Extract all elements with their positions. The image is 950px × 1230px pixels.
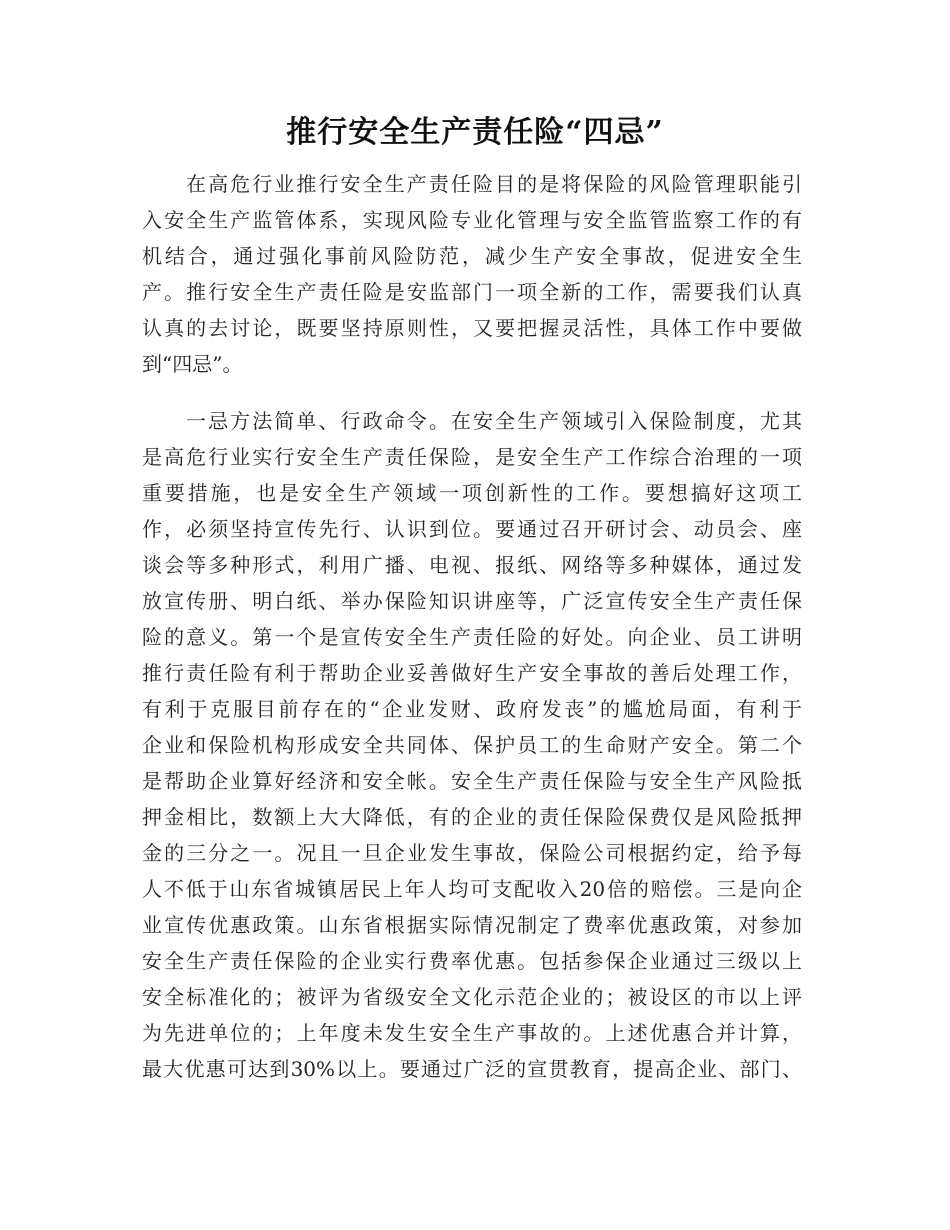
paragraph-2-line: 为先进单位的；上年度未发生安全生产事故的。上述优惠合并计算， [142,1021,802,1045]
paragraph-2-line: 金的三分之一。况且一旦企业发生事故，保险公司根据约定，给予每 [142,841,802,865]
paragraph-2-line: 一忌方法简单、行政命令。在安全生产领域引入保险制度，尤其 [186,409,802,433]
paragraph-2-line: 安全标准化的；被评为省级安全文化示范企业的；被设区的市以上评 [142,985,802,1009]
paragraph-2-line: 人不低于山东省城镇居民上年人均可支配收入20倍的赔偿。三是向企 [142,877,802,901]
paragraph-1-line: 到“四忌”。 [142,352,243,376]
paragraph-2-line: 有利于克服目前存在的“企业发财、政府发丧”的尴尬局面，有利于 [142,697,802,721]
paragraph-2-line: 作，必须坚持宣传先行、认识到位。要通过召开研讨会、动员会、座 [142,517,802,541]
paragraph-2-line: 业宣传优惠政策。山东省根据实际情况制定了费率优惠政策，对参加 [142,913,802,937]
paragraph-1-line: 入安全生产监管体系，实现风险专业化管理与安全监管监察工作的有 [142,208,802,232]
paragraph-2-line: 最大优惠可达到30%以上。要通过广泛的宣贯教育，提高企业、部门、 [142,1057,802,1081]
paragraph-2-line: 放宣传册、明白纸、举办保险知识讲座等，广泛宣传安全生产责任保 [142,589,802,613]
paragraph-2-line: 安全生产责任保险的企业实行费率优惠。包括参保企业通过三级以上 [142,949,802,973]
paragraph-1-line: 认真的去讨论，既要坚持原则性，又要把握灵活性，具体工作中要做 [142,316,802,340]
paragraph-2-line: 是高危行业实行安全生产责任保险，是安全生产工作综合治理的一项 [142,445,802,469]
paragraph-2-line: 谈会等多种形式，利用广播、电视、报纸、网络等多种媒体，通过发 [142,553,802,577]
paragraph-1-line: 在高危行业推行安全生产责任险目的是将保险的风险管理职能引 [186,172,802,196]
paragraph-2-line: 是帮助企业算好经济和安全帐。安全生产责任保险与安全生产风险抵 [142,769,802,793]
document-title: 推行安全生产责任险“四忌” [286,115,664,150]
paragraph-2-line: 重要措施，也是安全生产领域一项创新性的工作。要想搞好这项工 [142,481,802,505]
paragraph-2-line: 推行责任险有利于帮助企业妥善做好生产安全事故的善后处理工作， [142,661,802,685]
paragraph-1-line: 机结合，通过强化事前风险防范，减少生产安全事故，促进安全生 [142,244,802,268]
paragraph-2-line: 企业和保险机构形成安全共同体、保护员工的生命财产安全。第二个 [142,733,802,757]
paragraph-2-line: 押金相比，数额上大大降低，有的企业的责任保险保费仅是风险抵押 [142,805,802,829]
paragraph-1-line: 产。推行安全生产责任险是安监部门一项全新的工作，需要我们认真 [142,280,802,304]
paragraph-2-line: 险的意义。第一个是宣传安全生产责任险的好处。向企业、员工讲明 [142,625,802,649]
